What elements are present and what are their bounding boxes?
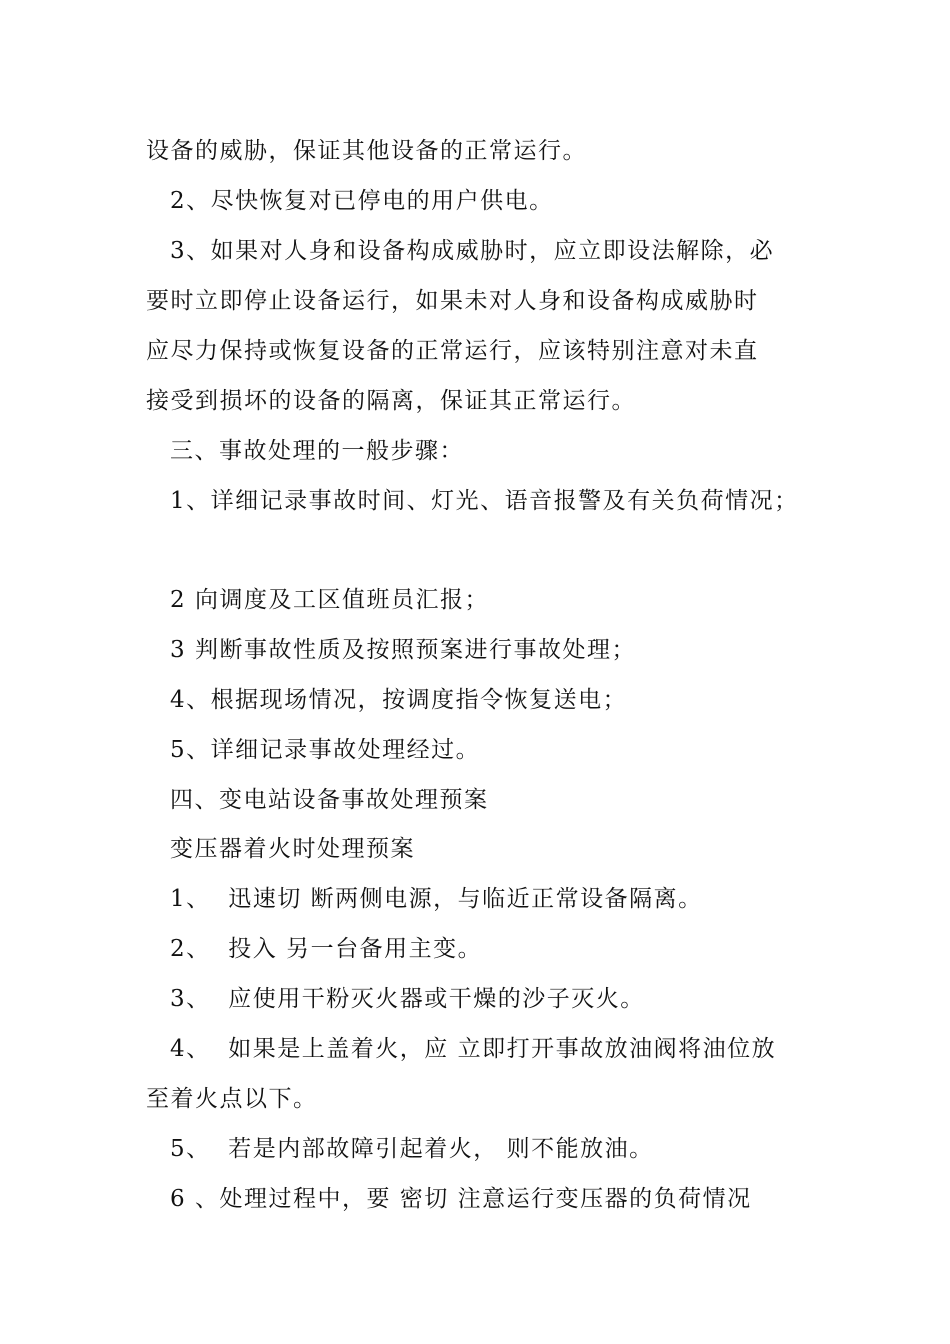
paragraph-line: 应尽力保持或恢复设备的正常运行，应该特别注意对未直 bbox=[146, 338, 759, 364]
section-heading: 三、事故处理的一般步骤： bbox=[170, 438, 464, 464]
paragraph-line: 4、根据现场情况，按调度指令恢复送电； bbox=[170, 687, 628, 713]
paragraph-line: 5、详细记录事故处理经过。 bbox=[170, 737, 481, 763]
paragraph-line: 2 向调度及工区值班员汇报； bbox=[170, 587, 489, 613]
paragraph-line: 6 、处理过程中，要 密切 注意运行变压器的负荷情况 bbox=[170, 1186, 752, 1212]
paragraph-line: 5、 若是内部故障引起着火， 则不能放油。 bbox=[170, 1136, 654, 1162]
paragraph-line: 3、如果对人身和设备构成威胁时，应立即设法解除，必 bbox=[170, 238, 775, 264]
paragraph-line: 接受到损坏的设备的隔离，保证其正常运行。 bbox=[146, 388, 636, 414]
paragraph-line: 2、 投入 另一台备用主变。 bbox=[170, 936, 483, 962]
paragraph-line: 设备的威胁，保证其他设备的正常运行。 bbox=[146, 138, 587, 164]
paragraph-line: 3 判断事故性质及按照预案进行事故处理； bbox=[170, 637, 636, 663]
paragraph-line: 3、 应使用干粉灭火器或干燥的沙子灭火。 bbox=[170, 986, 645, 1012]
paragraph-line: 1、详细记录事故时间、灯光、语音报警及有关负荷情况； bbox=[170, 488, 799, 514]
section-heading: 四、变电站设备事故处理预案 bbox=[170, 787, 489, 813]
paragraph-line: 4、 如果是上盖着火，应 立即打开事故放油阀将油位放 bbox=[170, 1036, 777, 1062]
subsection-heading: 变压器着火时处理预案 bbox=[170, 836, 415, 862]
paragraph-line: 要时立即停止设备运行，如果未对人身和设备构成威胁时 bbox=[146, 288, 759, 314]
paragraph-line: 1、 迅速切 断两侧电源，与临近正常设备隔离。 bbox=[170, 886, 703, 912]
paragraph-line: 至着火点以下。 bbox=[146, 1086, 318, 1112]
paragraph-line: 2、尽快恢复对已停电的用户供电。 bbox=[170, 188, 554, 214]
